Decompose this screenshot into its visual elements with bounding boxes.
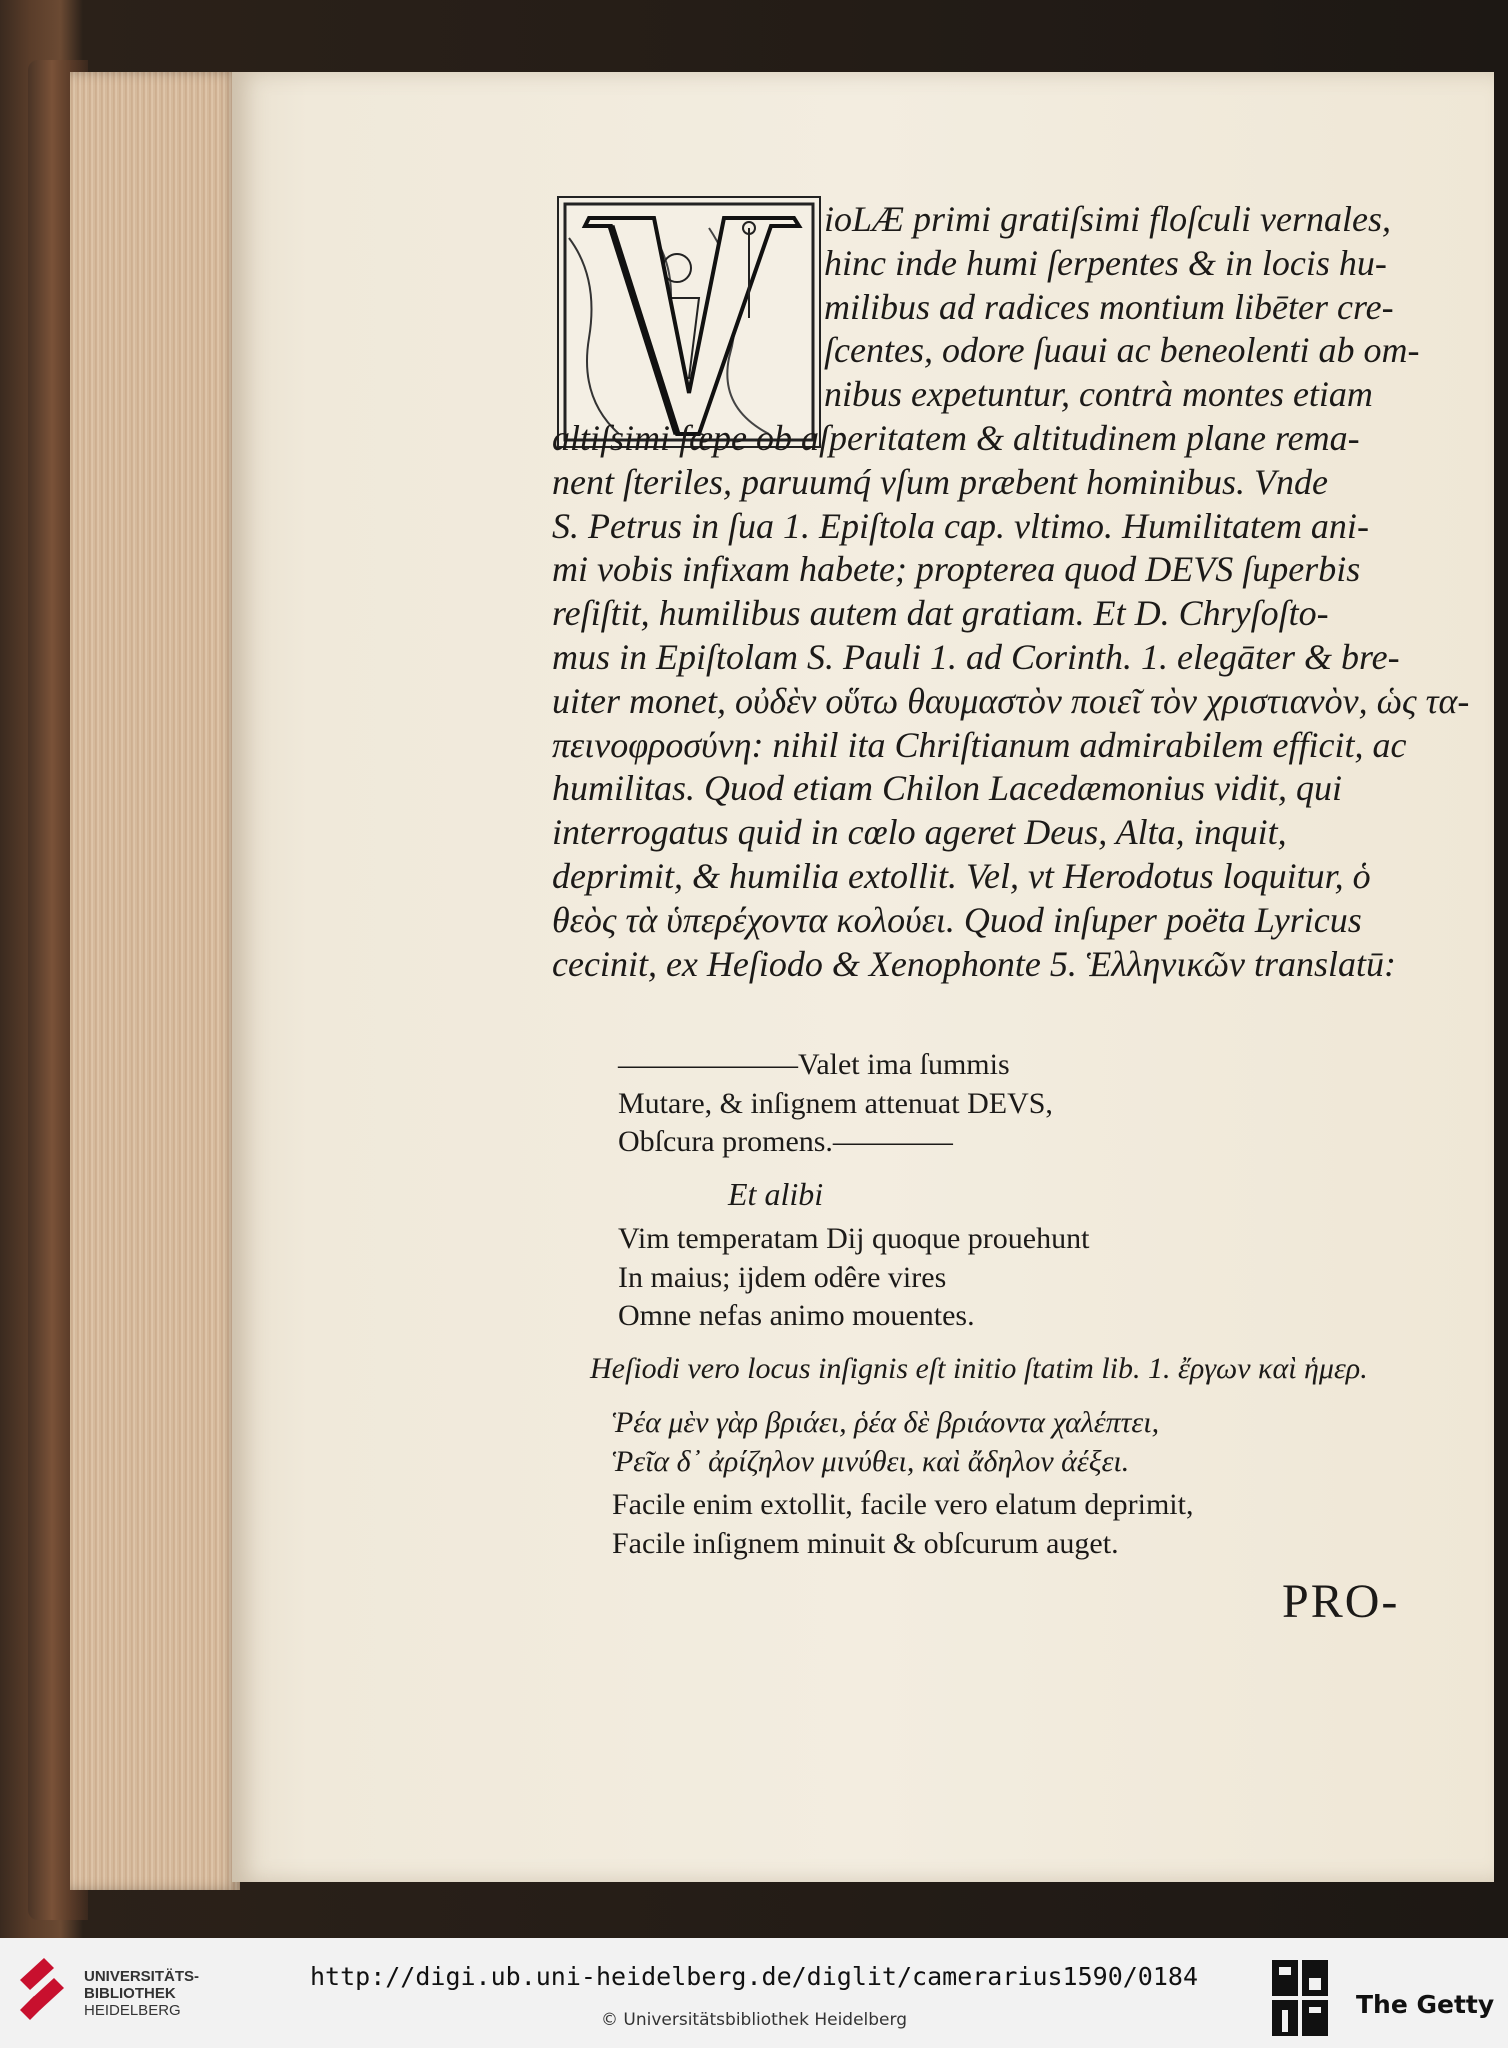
- prose-line: cecinit, ex Heſiodo & Xenophonte 5. Ἑλληνικῶν translatū:: [552, 943, 1397, 984]
- verse-line: Vim temperatam Dij quoque prouehunt: [618, 1222, 1090, 1255]
- verse-line: In maius; ijdem odêre vires: [618, 1260, 947, 1294]
- greek-verse: [612, 1404, 1159, 1481]
- prose-line: humilitas. Quod etiam Chilon Lacedæmonius vidit, qui: [552, 768, 1342, 809]
- prose-line: mi vobis infixam habete; propterea quod DEVS ſuperbis: [552, 549, 1361, 590]
- library-name-line: UNIVERSITÄTS-: [84, 1968, 200, 1985]
- prose-line: altiſsimi ſæpe ob aſperitatem & altitudinem plane rema-: [552, 417, 1360, 458]
- et-alibi-heading: Et alibi: [728, 1176, 824, 1212]
- prose-line: interrogatus quid in cœlo ageret Deus, Alta, inquit,: [552, 812, 1287, 853]
- verse-line: Ῥεῖα δ᾽ ἀρίζηλον μινύθει, καὶ ἄδηλον ἀέξει.: [612, 1444, 1130, 1478]
- prose-line: milibus ad radices montium libēter cre-: [824, 286, 1394, 327]
- prose-line: nibus expetuntur, contrà montes etiam: [824, 374, 1373, 415]
- verse-line: Mutare, & inſignem attenuat DEVS,: [618, 1086, 1053, 1120]
- library-name-line: BIBLIOTHEK: [84, 1985, 176, 2002]
- prose-line: hinc inde humi ſerpentes & in locis hu-: [824, 242, 1387, 283]
- getty-logo-icon[interactable]: [1270, 1958, 1332, 2038]
- prose-line: S. Petrus in ſua 1. Epiſtola cap. vltimo. Humilitatem ani-: [552, 505, 1369, 546]
- library-name-line: HEIDELBERG: [84, 2002, 181, 2019]
- verse-quote-2: [618, 1220, 1089, 1336]
- catchword: PRO-: [1282, 1575, 1400, 1628]
- permalink-url[interactable]: http://digi.ub.uni-heidelberg.de/diglit/camerarius1590/0184: [309, 1962, 1199, 1991]
- copyright-notice: © Universitätsbibliothek Heidelberg: [600, 2010, 907, 2030]
- prose-line: θεὸς τὰ ὑπερέχοντα κολούει. Quod inſuper poëta Lyricus: [552, 899, 1362, 940]
- verse-line: Facile enim extollit, facile vero elatum deprimit,: [612, 1488, 1194, 1521]
- hesiod-reference: Heſiodi vero locus inſignis eſt initio ſtatim lib. 1. ἔργων καὶ ἡμερ.: [590, 1352, 1368, 1385]
- verse-quote-1: [618, 1046, 1053, 1162]
- page-fore-edge: [70, 72, 240, 1890]
- verse-line: Omne nefas animo mouentes.: [618, 1299, 975, 1332]
- verse-line: Facile inſignem minuit & obſcurum auget.: [612, 1526, 1119, 1560]
- prose-line: mus in Epiſtolam S. Pauli 1. ad Corinth. 1. elegāter & bre-: [552, 636, 1400, 677]
- verse-line: Ῥέα μὲν γὰρ βριάει, ῥέα δὲ βριάοντα χαλέπτει,: [612, 1406, 1160, 1439]
- prose-line: reſiſtit, humilibus autem dat gratiam. Et D. Chryſoſto-: [552, 593, 1329, 634]
- main-prose: [552, 198, 1470, 986]
- prose-line: uiter monet, οὐδὲν οὕτω θαυμαστὸν ποιεῖ τὸν χριστιανὸν, ὡς τα-: [552, 680, 1470, 721]
- latin-translation: [612, 1486, 1193, 1563]
- prose-line: deprimit, & humilia extollit. Vel, vt Herodotus loquitur, ὁ: [552, 855, 1371, 896]
- verse-line: ――――――Valet ima ſummis: [618, 1048, 1010, 1081]
- prose-line: ioLÆ primi gratiſsimi floſculi vernales,: [824, 199, 1392, 239]
- prose-line: nent ſteriles, paruumq́ vſum præbent hominibus. Vnde: [552, 461, 1328, 502]
- getty-partner-name: The Getty: [1356, 1990, 1495, 2019]
- prose-line: ſcentes, odore ſuaui ac beneolenti ab om-: [824, 330, 1420, 371]
- prose-line: πεινοφροσύνη: nihil ita Chriſtianum admirabilem efficit, ac: [552, 724, 1407, 765]
- verse-line: Obſcura promens.――――: [618, 1125, 953, 1158]
